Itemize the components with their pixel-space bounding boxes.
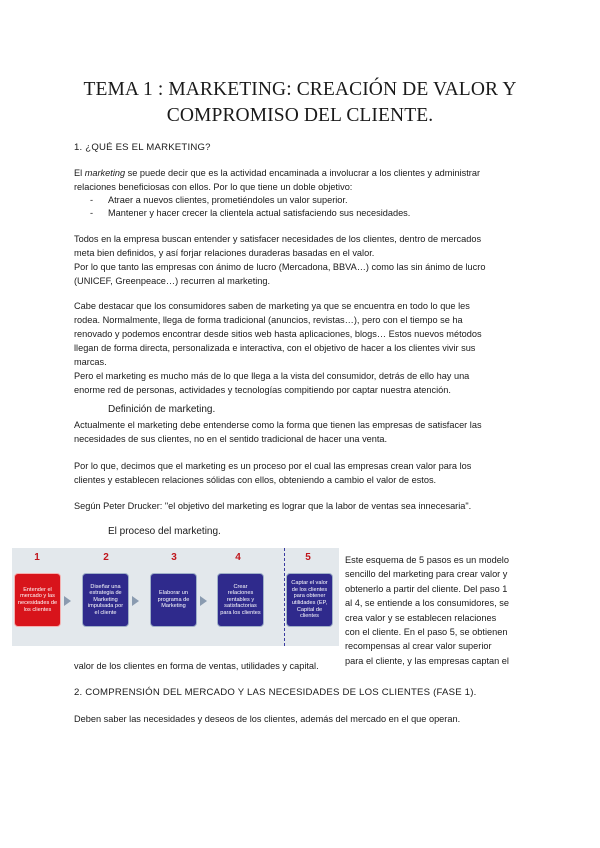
text-line: sencillo del marketing para crear valor y [345, 569, 508, 580]
step-box-4: Crear relaciones rentables y satisfactorias para los clientes [217, 573, 264, 627]
divider-line [284, 548, 285, 646]
list-item: - Mantener y hacer crecer la clientela actual satisfaciendo sus necesidades. [90, 208, 411, 218]
paragraph-empresas [74, 232, 534, 288]
text-line: enorme red de personas, actividades y tecnologías compitiendo por captar nuestra atención. [74, 385, 451, 395]
text-line: crea valor y se establecen relaciones [345, 612, 497, 623]
marketing-process-diagram [12, 548, 339, 646]
text-line: Todos en la empresa buscan entender y satisfacer necesidades de los clientes, dentro de mercados [74, 234, 482, 244]
definition-heading: Definición de marketing. [108, 404, 216, 415]
text-line: meta bien definidos, y así forjar relaciones duraderas basadas en el valor. [74, 248, 375, 258]
step-box-2: Diseñar una estrategia de Marketing impulsada por el cliente [82, 573, 129, 627]
text-line: necesidades de sus clientes, no en el sentido tradicional de hacer una venta. [74, 434, 388, 444]
paragraph-proceso [74, 459, 534, 487]
text-line: obtenerlo a partir del cliente. Del paso 1 [345, 583, 508, 594]
objectives-list [90, 194, 410, 220]
text-line: llegan de forma directa, personalizada e interactiva, con el objetivo de hacer a los clientes vivir sus [74, 343, 476, 353]
diagram-explanation-end: valor de los clientes en forma de ventas, utilidades y capital. [74, 661, 319, 671]
text-line: Por lo que, decimos que el marketing es un proceso por el cual las empresas crean valor para los [74, 461, 472, 471]
arrow-icon [132, 596, 139, 606]
section2-paragraph: Deben saber las necesidades y deseos de los clientes, además del mercado en el que operan. [74, 714, 461, 724]
step-number-5: 5 [305, 552, 311, 563]
text-line: (UNICEF, Greenpeace…) recurren al marketing. [74, 276, 271, 286]
intro-line-2: relaciones beneficiosas con ellos. Por lo que tiene un doble objetivo: [74, 182, 353, 192]
diagram-explanation [345, 553, 590, 668]
step-number-4: 4 [235, 552, 241, 563]
process-heading: El proceso del marketing. [108, 526, 221, 537]
text-line: clientes y establecen relaciones sólidas con ellos, obteniendo a cambio el valor de estos. [74, 475, 437, 485]
arrow-icon [64, 596, 71, 606]
step-number-2: 2 [103, 552, 109, 563]
intro-paragraph [74, 166, 534, 194]
text-line: Por lo que tanto las empresas con ánimo de lucro (Mercadona, BBVA…) como las sin ánimo de lucro [74, 262, 486, 272]
text-line: rodea. Normalmente, llega de forma tradicional (anuncios, revistas…), pero con el tiempo se ha [74, 315, 463, 325]
text-line: Este esquema de 5 pasos es un modelo [345, 555, 509, 565]
text-line: para el cliente, y las empresas captan el [345, 655, 509, 666]
step-box-1: Entender el mercado y las necesidades de los clientes [14, 573, 61, 627]
text-line: Cabe destacar que los consumidores saben de marketing ya que se encuentra en todo lo que les [74, 301, 470, 311]
step-number-1: 1 [34, 552, 40, 563]
paragraph-consumidores [74, 299, 534, 397]
text-line: recompensas al crear valor superior [345, 641, 492, 652]
text-line: Actualmente el marketing debe entenderse como la forma que tienen las empresas de satisfacer las [74, 420, 482, 430]
intro-line-1: El marketing se puede decir que es la actividad encaminada a involucrar a los clientes y administrar [74, 168, 481, 178]
section1-heading: 1. ¿QUÉ ES EL MARKETING? [74, 142, 211, 153]
text-line: al 4, se entiende a los consumidores, se [345, 598, 509, 609]
list-item: - Atraer a nuevos clientes, prometiéndoles un valor superior. [90, 195, 348, 205]
step-box-5: Captar el valor de los clientes para obtener utilidades (EP, Capital de clientes [286, 573, 333, 627]
section2-heading: 2. COMPRENSIÓN DEL MERCADO Y LAS NECESIDADES DE LOS CLIENTES (FASE 1). [74, 687, 477, 698]
step-box-3: Elaborar un programa de Marketing [150, 573, 197, 627]
arrow-icon [200, 596, 207, 606]
page-title-line2: COMPROMISO DEL CLIENTE. [166, 105, 434, 126]
text-line: marcas. [74, 357, 107, 367]
text-line: con el cliente. En el paso 5, se obtienen [345, 627, 508, 638]
text-line: renovado y podemos encontrar desde sitios web hasta aplicaciones, blogs… Estos nuevos métodos [74, 329, 482, 339]
page-title-line1: TEMA 1 : MARKETING: CREACIÓN DE VALOR Y [83, 79, 517, 100]
text-line: Pero el marketing es mucho más de lo que llega a la vista del consumidor, detrás de ello hay una [74, 371, 470, 381]
drucker-quote: Según Peter Drucker: "el objetivo del marketing es lograr que la labor de ventas sea innecesaria". [74, 501, 472, 511]
paragraph-definicion [74, 418, 534, 446]
step-number-3: 3 [171, 552, 177, 563]
